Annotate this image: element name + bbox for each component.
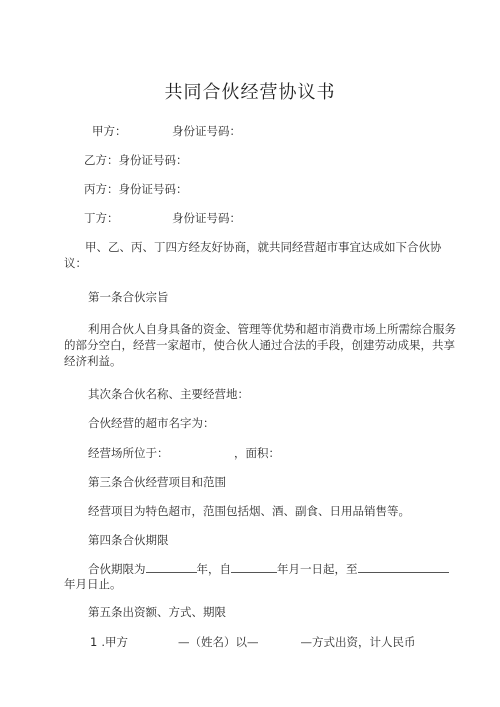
article-1-body — [64, 321, 456, 369]
party-bing: 丙方：身份证号码： — [84, 182, 188, 196]
party-ding-label: 丁方： — [84, 211, 119, 225]
article-2-location: 经营场所位于： — [88, 446, 169, 460]
article-1-line-3: 经济利益。 — [64, 354, 122, 368]
document-title: 共同合伙经营协议书 — [164, 82, 336, 103]
article-2-heading: 其次条合伙名称、主要经营地： — [88, 387, 249, 401]
party-jia-id: 身份证号码： — [172, 124, 241, 138]
intro-line-2: 议： — [64, 256, 87, 270]
article-4-from-label: 年，自 — [196, 562, 231, 576]
article-4-heading: 第四条合伙期限 — [88, 533, 169, 547]
item-method-label: —方式出资，计人民币 — [300, 635, 416, 649]
article-3-body: 经营项目为特色超市，范围包括烟、酒、副食、日用品销售等。 — [88, 504, 410, 518]
article-4-to-label: 年月一日起，至 — [277, 562, 358, 576]
article-4-line-1 — [88, 561, 449, 576]
article-1-line-1: 利用合伙人自身具备的资金、管理等优势和超市消费市场上所需综合服务 — [88, 322, 456, 336]
article-1-line-2: 的部分空白，经营一家超市，使合伙人通过合法的手段，创建劳动成果，共享 — [64, 338, 455, 352]
term-years-blank — [146, 561, 197, 573]
article-4-term-label: 合伙期限为 — [88, 562, 146, 576]
article-2-area: ，面积： — [234, 446, 280, 460]
item-party-label: .甲方 — [101, 635, 128, 649]
party-jia-label: 甲方： — [92, 124, 127, 138]
end-year-blank — [358, 561, 449, 573]
item-number: 1 — [90, 635, 98, 649]
article-5-item-1 — [90, 635, 415, 649]
article-5-heading: 第五条出资额、方式、期限 — [88, 605, 226, 619]
article-2-name: 合伙经营的超市名字为： — [88, 416, 215, 430]
party-yi: 乙方：身份证号码： — [84, 153, 188, 167]
intro-line-1: 甲、乙、丙、丁四方经友好协商，就共同经营超市事宜达成如下合伙协 — [85, 240, 442, 254]
start-year-blank — [231, 561, 277, 573]
intro-paragraph — [64, 239, 442, 271]
party-ding-id: 身份证号码： — [172, 211, 241, 225]
article-3-heading: 第三条合伙经营项目和范围 — [88, 475, 226, 489]
item-name-label: —（姓名）以— — [177, 635, 259, 649]
article-4-line-2: 年月日止。 — [64, 577, 122, 591]
article-1-heading: 第一条合伙宗旨 — [88, 290, 169, 304]
